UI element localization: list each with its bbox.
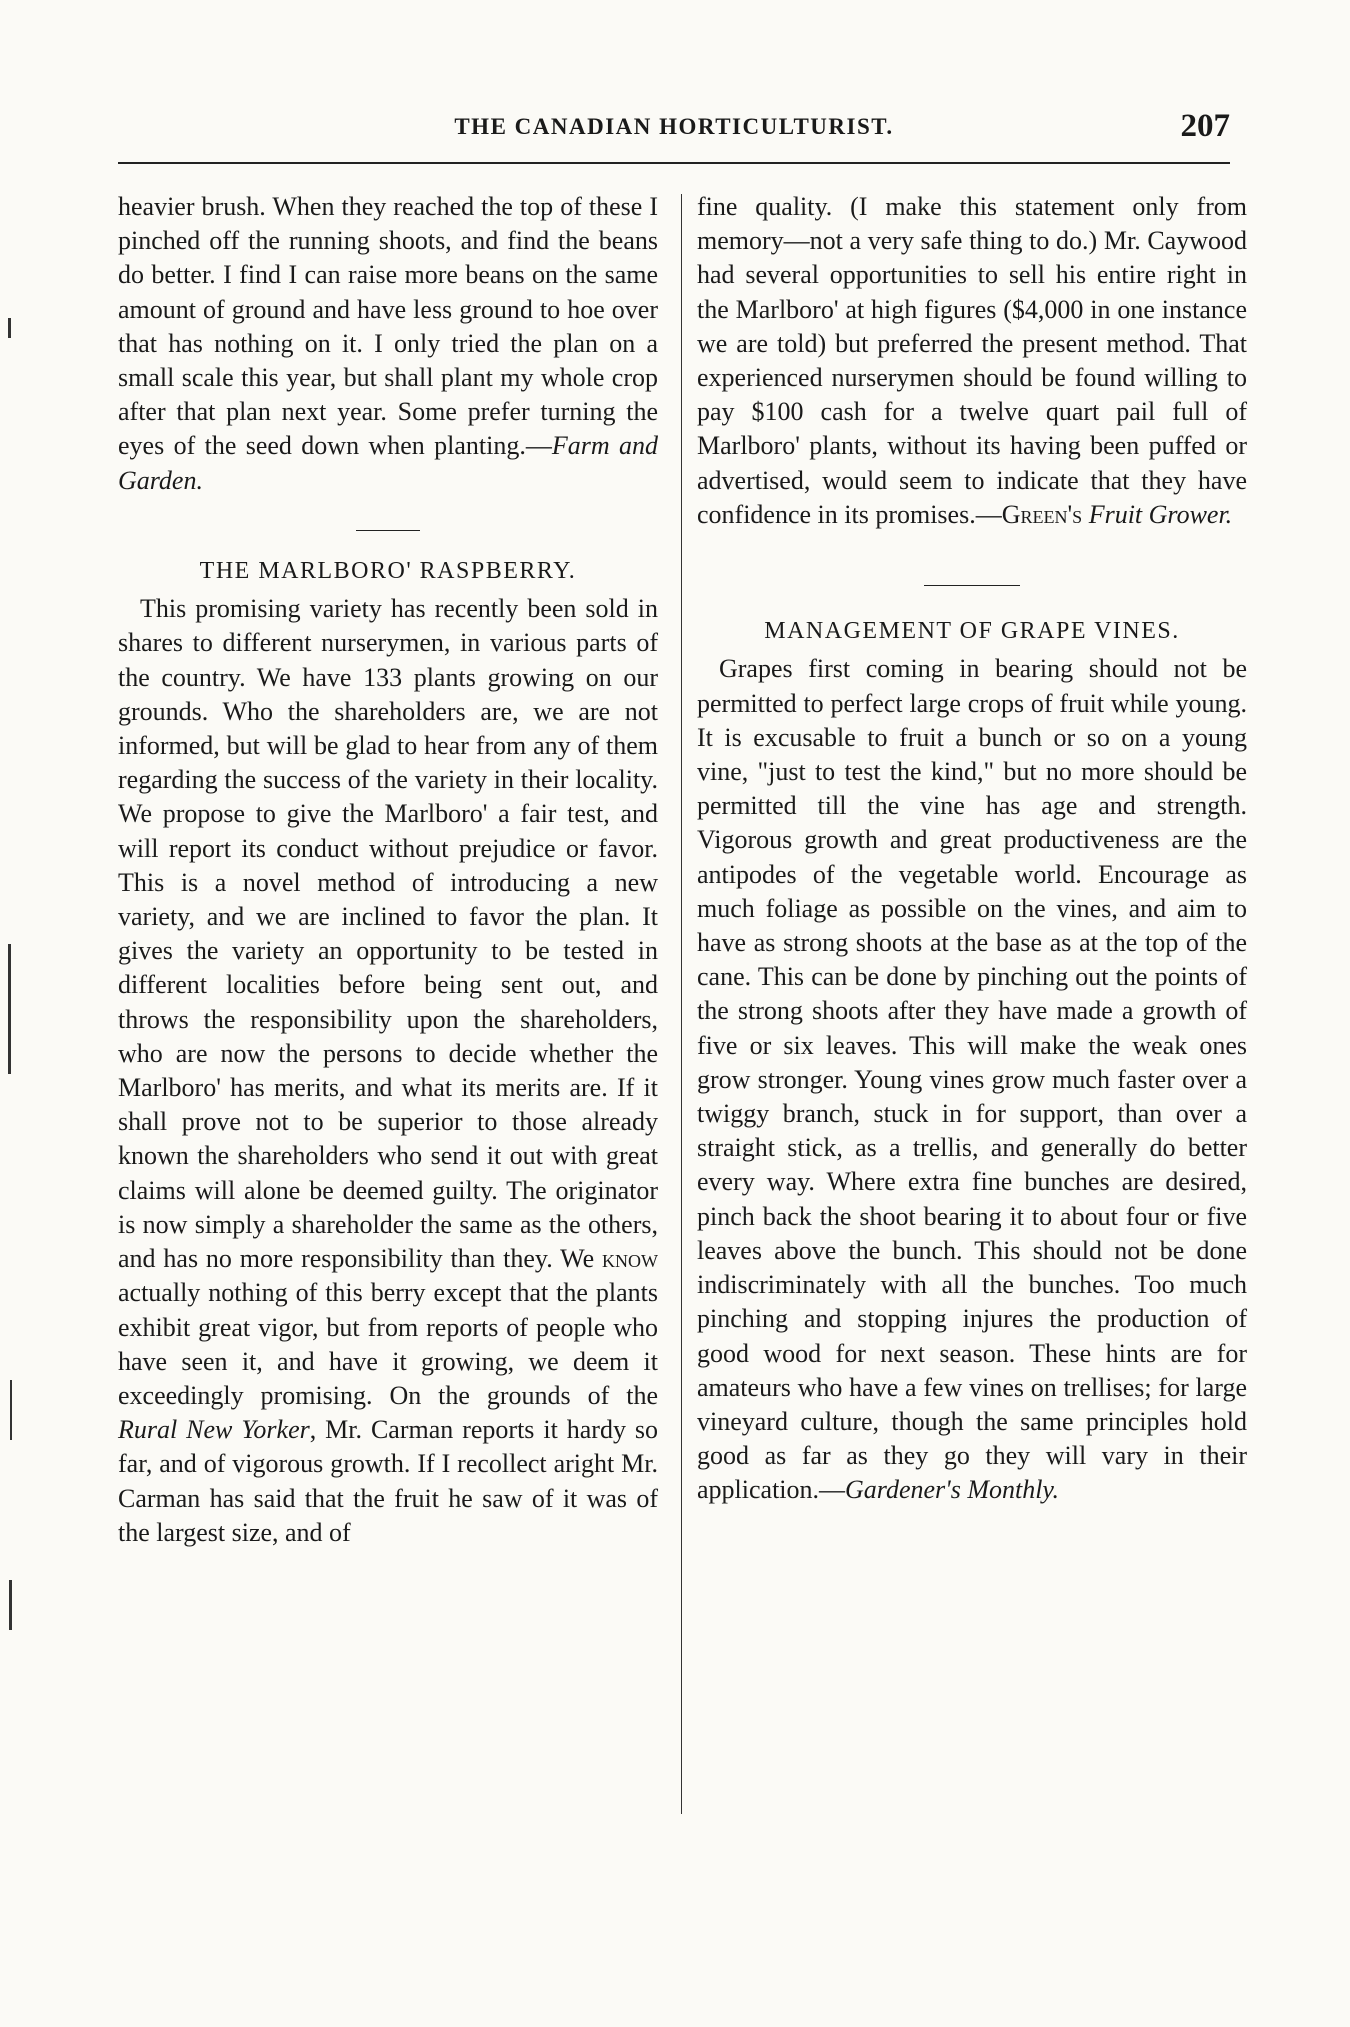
section-separator (118, 512, 658, 546)
journal-title: THE CANADIAN HORTICULTURIST. (454, 114, 894, 139)
body-text: , Mr. Carman reports it hardy so far, and of vigorous growth. If I recollect aright Mr. Carman has said that the fruit he saw of it was of the largest size, and of (118, 1415, 659, 1547)
continued-text: fine quality. (I make this statement only from memory—not a very safe thing to do.) Mr. Caywood had several opportunities to sell his entire right in the Marlboro' at high figures ($4,000 in one instance we are told) but preferred the present method. That experienced nurserymen should be found willing to pay $100 cash for a twelve quart pail full of Marlboro' plants, without its having been puffed or advertised, would seem to indicate that they have confidence in its promises.— (697, 192, 1247, 529)
source-credit: Gardener's Monthly. (845, 1475, 1060, 1505)
article-heading-grape-vines: MANAGEMENT OF GRAPE VINES. (764, 618, 1180, 645)
source-credit-italic: Fruit Grower. (1088, 499, 1233, 529)
source-credit: Farm and Garden. (118, 431, 659, 495)
right-column (697, 190, 1247, 1508)
header-rule (118, 162, 1230, 164)
continued-paragraph (697, 190, 1247, 532)
body-text: This promising variety has recently been sold in shares to different nurserymen, in various parts of the country. We have 133 plants growing on our grounds. Who the shareholders are, we are not informed, but will be glad to hear from any of them regarding the success of the variety in their locality. We propose to give the Marlboro' a fair test, and will report its conduct without prejudice or favor. This is a novel method of introducing a new variety, and we are inclined to favor the plan. It gives the variety an opportunity to be tested in different localities before being sent out, and throws the responsibility upon the shareholders, who are now the persons to decide whether the Marlboro' has merits, and what its merits are. If it shall prove not to be superior to those already known the shareholders who send it out with great claims will alone be deemed guilty. The originator is now simply a shareholder the same as the others, and has no more responsibility than they. We (118, 594, 658, 1274)
scan-mark (8, 318, 11, 338)
column-divider (681, 194, 682, 1814)
section-separator (697, 566, 1247, 600)
scan-mark (10, 1380, 12, 1440)
body-text: Grapes first coming in bearing should not be permitted to perfect large crops of fruit while young. It is excusable to fruit a bunch or so on a young vine, "just to test the kind," but no more should be permitted till the vine has age and strength. Vigorous growth and great productiveness are the antipodes of the vegetable world. Encourage as much foliage as possible on the vines, and aim to have as strong shoots at the base as at the top of the cane. This can be done by pinching out the points of the strong shoots after they have made a growth of five or six leaves. This will make the weak ones grow stronger. Young vines grow much faster over a twiggy branch, stuck in for support, than over a straight stick, as a trellis, and generally do better every way. Where extra fine bunches are desired, pinch back the shoot bearing it to about four or five leaves above the bunch. This should not be done indiscriminately with all the bunches. Too much pinching and stopping injures the production of good wood for next season. These hints are for amateurs who have a few vines on trellises; for large vineyard culture, though the same principles hold good as far as they go they will vary in their application.— (697, 654, 1247, 1505)
small-caps-word: know (602, 1244, 658, 1274)
left-column (118, 190, 658, 1550)
publication-name: Rural New Yorker (118, 1415, 310, 1445)
grape-vines-article-body (697, 652, 1247, 1507)
scan-mark (9, 1580, 12, 1630)
article-heading-raspberry: THE MARLBORO' RASPBERRY. (199, 558, 577, 585)
scan-mark (8, 944, 11, 1074)
page-number: 207 (1180, 108, 1230, 144)
continued-text: heavier brush. When they reached the top of these I pinched off the running shoots, and find the beans do better. I find I can raise more beans on the same amount of ground and have less ground to hoe over that has nothing on it. I only tried the plan on a small scale this year, but shall plant my whole crop after that plan next year. Some prefer turning the eyes of the seed down when planting.— (118, 192, 658, 461)
source-credit: Green's (1001, 499, 1083, 529)
raspberry-article-body (118, 592, 658, 1550)
running-head (118, 108, 1230, 158)
body-text: actually nothing of this berry except that the plants exhibit great vigor, but from reports of people who have seen it, and have it growing, we deem it exceedingly promising. On the grounds of the (118, 1278, 658, 1410)
continued-paragraph (118, 190, 658, 498)
